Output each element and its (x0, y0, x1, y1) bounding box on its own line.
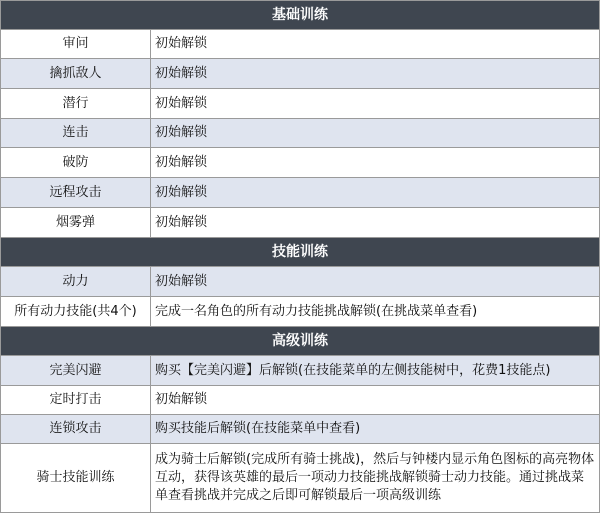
unlock-condition: 初始解锁 (151, 208, 600, 238)
unlock-condition: 初始解锁 (151, 59, 600, 89)
section-header-advanced (1, 327, 600, 356)
section-header-skill (1, 238, 600, 267)
table-row (1, 444, 600, 513)
training-name: 远程攻击 (1, 178, 151, 208)
training-name: 骑士技能训练 (1, 444, 151, 513)
training-name: 连锁攻击 (1, 415, 151, 444)
table-row (1, 386, 600, 415)
training-name: 连击 (1, 119, 151, 148)
unlock-condition: 初始解锁 (151, 386, 600, 415)
training-name: 烟雾弹 (1, 208, 151, 238)
table-row (1, 415, 600, 444)
table-row (1, 148, 600, 178)
unlock-condition: 购买【完美闪避】后解锁(在技能菜单的左侧技能树中，花费1技能点) (151, 356, 600, 386)
table-row (1, 89, 600, 119)
unlock-condition: 完成一名角色的所有动力技能挑战解锁(在挑战菜单查看) (151, 297, 600, 327)
training-name: 审问 (1, 30, 151, 59)
section-header-basic (1, 1, 600, 30)
table-row (1, 59, 600, 89)
training-name: 所有动力技能(共4个) (1, 297, 151, 327)
unlock-condition: 初始解锁 (151, 89, 600, 119)
unlock-condition: 初始解锁 (151, 30, 600, 59)
training-name: 完美闪避 (1, 356, 151, 386)
unlock-condition: 初始解锁 (151, 148, 600, 178)
training-name: 动力 (1, 267, 151, 297)
table-row (1, 297, 600, 327)
unlock-condition: 购买技能后解锁(在技能菜单中查看) (151, 415, 600, 444)
section-title: 技能训练 (1, 238, 600, 267)
table-row (1, 267, 600, 297)
table-row (1, 119, 600, 148)
unlock-condition: 成为骑士后解锁(完成所有骑士挑战)，然后与钟楼内显示角色图标的高亮物体互动，获得该英雄的最后一项动力技能挑战解锁骑士动力技能。通过挑战菜单查看挑战并完成之后即可解锁最后一项高级训练 (151, 444, 600, 513)
training-name: 破防 (1, 148, 151, 178)
unlock-condition: 初始解锁 (151, 267, 600, 297)
section-title: 高级训练 (1, 327, 600, 356)
table-row (1, 356, 600, 386)
training-name: 定时打击 (1, 386, 151, 415)
training-name: 潜行 (1, 89, 151, 119)
table-row (1, 208, 600, 238)
unlock-condition: 初始解锁 (151, 178, 600, 208)
section-title: 基础训练 (1, 1, 600, 30)
training-name: 擒抓敌人 (1, 59, 151, 89)
unlock-condition: 初始解锁 (151, 119, 600, 148)
table-row (1, 178, 600, 208)
table-row (1, 30, 600, 59)
